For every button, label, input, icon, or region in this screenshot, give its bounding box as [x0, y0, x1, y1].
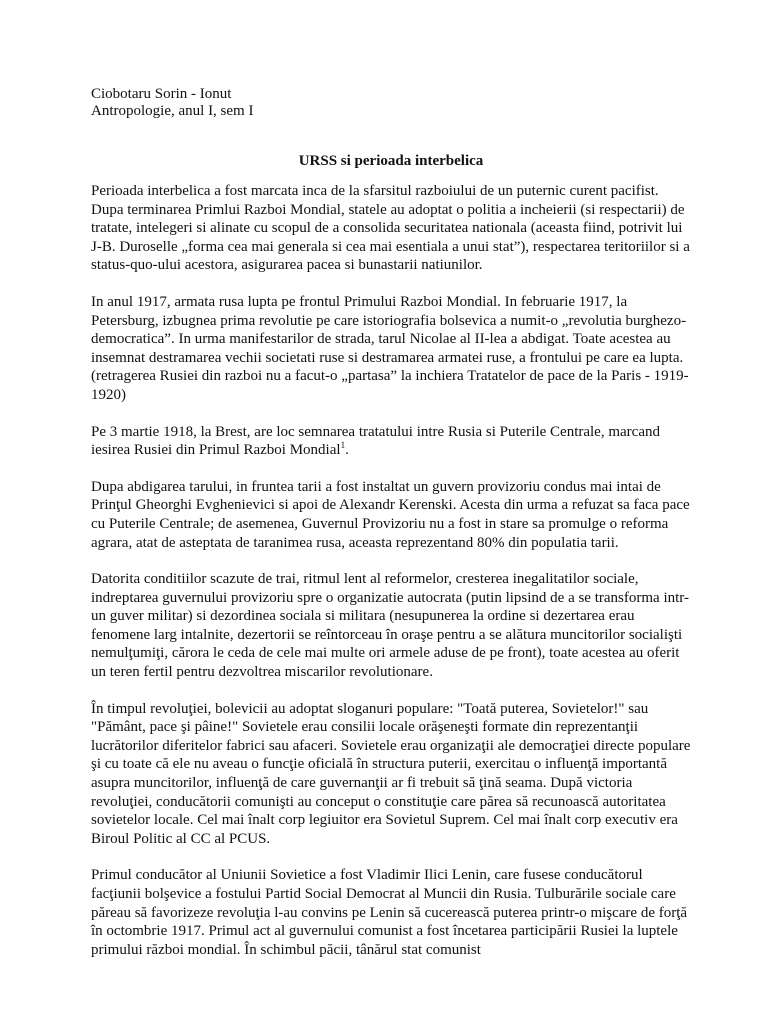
document-title: URSS si perioada interbelica: [298, 153, 484, 169]
paragraph-2: In anul 1917, armata rusa lupta pe frontul Primului Razboi Mondial. In februarie 1917, la Petersburg, izbugnea prima revolutie pe care istoriografia bolsevica a numit-o „revolutia burghezo-democratica”. In urma manifestarilor de strada, tarul Nicolae al II-lea a abdigat. Toate acestea au insemnat destramarea vechii societati ruse si destramarea armatei ruse, a frontului pe care ea lupta. (retragerea Rusiei din razboi nu a facut-o „partasa” la inchiera Tratatelor de pace de la Paris - 1919- 1920): [91, 293, 689, 403]
author-course: Antropologie, anul I, sem I: [91, 103, 254, 119]
paragraph-1: Perioada interbelica a fost marcata inca de la sfarsitul razboiului de un puternic curent pacifist. Dupa terminarea Primlui Razboi Mondial, statele au adoptat o politia a incheierii (si respectarii) de tratate, intelegeri si alinate cu scopul de a consolida securitatea nationala (aceasta fiind, potrivit lui J-B. Duroselle „forma cea mai generala si cea mai esentiala a unui stat”), respectarea teritoriilor si a status-quo-ului acestora, asigurarea pacea si bunastarii natiunilor.: [91, 183, 690, 274]
paragraph-3-period: .: [345, 442, 349, 459]
paragraph-6: În timpul revoluţiei, bolevicii au adoptat sloganuri populare: "Toată puterea, Sovietelor!" sau "Pământ, pace şi pâine!" Sovietele erau consilii locale orăşeneşti formate din reprezentanţii lucrătorilor diferitelor fabrici sau afaceri. Sovietele erau organizaţii ale democraţiei directe populare şi cu toate că ele nu aveau o funcţie oficială în structura puterii, exercitau o influenţă importantă asupra muncitorilor, influenţă de care guvernanţii ar fi trebuit să ţină seama. După victoria revoluţiei, conducătorii comunişti au conceput o constituţie care părea să recunoască autoritatea sovietelor locale. Cel mai înalt corp legiuitor era Sovietul Suprem. Cel mai înalt corp executiv era Biroul Politic al CC al PCUS.: [91, 700, 691, 847]
author-block: [91, 86, 691, 120]
paragraph-3-text: Pe 3 martie 1918, la Brest, are loc semnarea tratatului intre Rusia si Puterile Centrale, marcand iesirea Rusiei din Primul Razboi Mondial: [91, 423, 660, 459]
paragraph-3: [91, 423, 691, 460]
paragraph-5: Datorita conditiilor scazute de trai, ritmul lent al reformelor, cresterea inegalitatilor sociale, indreptarea guvernului provizoriu spre o organizatie autocrata (putin lipsind de a se transforma intr-un guver militar) si dezordinea sociala si militara (nesupunerea la ordine si dezertarea erau fenomene larg intalnite, dezertorii se reîntorceau în oraşe pentru a se alătura muncitorilor socialişti nemulţumiţi, cărora le ceda de cele mai multe ori armele aduse de pe front), toate acestea au oferit un teren fertil pentru dezvoltrea miscarilor revolutionare.: [91, 571, 689, 681]
document-page: [91, 86, 691, 977]
footnote-marker[interactable]: 1: [340, 440, 346, 451]
author-name: Ciobotaru Sorin - Ionut: [91, 86, 232, 102]
paragraph-4: Dupa abdigarea tarului, in fruntea tarii a fost instaltat un guvern provizoriu condus mai intai de Prinţul Gheorghi Evghenievici si apoi de Alexandr Kerenski. Acesta din urma a refuzat sa faca pace cu Puterile Centrale; de asemenea, Guvernul Provizoriu nu a fost in stare sa promulge o reforma agrara, atat de asteptata de taranimea rusa, aceasta reprezentand 80% din populatia tarii.: [91, 478, 690, 551]
paragraph-7: Primul conducător al Uniunii Sovietice a fost Vladimir Ilici Lenin, care fusese conducătorul facţiunii bolşevice a fostului Partid Social Democrat al Muncii din Rusia. Tulburările sociale care păreau să favorizeze revoluţia l-au convins pe Lenin să cucerească puterea printr-o mişcare de forţă în octombrie 1917. Primul act al guvernului comunist a fost încetarea participării Rusiei la luptele primului război mondial. În schimbul păcii, tânărul stat comunist: [91, 867, 688, 958]
